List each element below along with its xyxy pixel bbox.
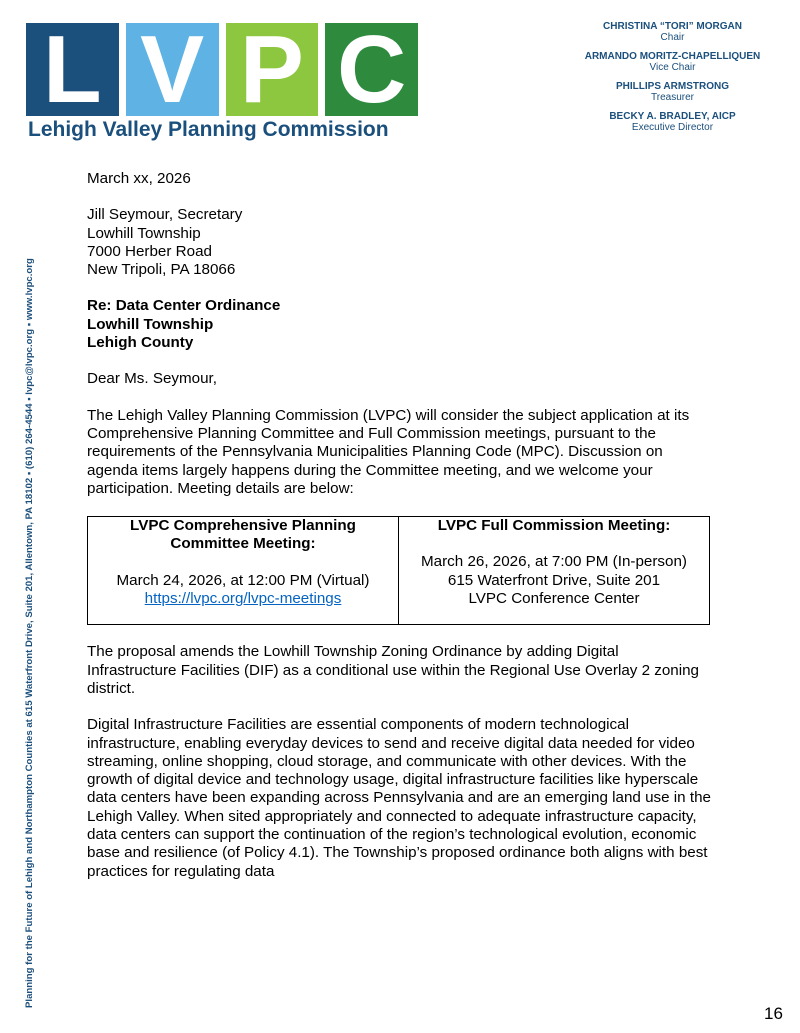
address-line: Lowhill Township bbox=[87, 224, 201, 242]
officer-name: BECKY A. BRADLEY, AICP bbox=[609, 111, 736, 122]
officer-executive-director bbox=[560, 111, 785, 133]
officer-name: PHILLIPS ARMSTRONG bbox=[616, 81, 729, 92]
page-number: 16 bbox=[764, 1004, 783, 1023]
organization-name: Lehigh Valley Planning Commission bbox=[28, 118, 389, 141]
officer-title: Executive Director bbox=[631, 122, 714, 133]
officer-name: CHRISTINA “TORI” MORGAN bbox=[603, 21, 742, 32]
meeting-datetime: March 26, 2026, at 7:00 PM (In-person) bbox=[421, 553, 687, 571]
officer-vice-chair bbox=[560, 51, 785, 73]
officer-title: Vice Chair bbox=[649, 62, 696, 73]
letter-body bbox=[87, 170, 712, 899]
officer-treasurer bbox=[560, 81, 785, 103]
subject-line-item: Lowhill Township bbox=[87, 315, 214, 333]
meeting-datetime: March 24, 2026, at 12:00 PM (Virtual) bbox=[116, 571, 370, 589]
logo-tile-l: L bbox=[26, 23, 119, 116]
meeting-cell-full-commission bbox=[399, 517, 710, 625]
officer-name: ARMANDO MORITZ-CHAPELLIQUEN bbox=[584, 51, 761, 62]
letter-date: March xx, 2026 bbox=[87, 170, 191, 187]
meeting-details-table bbox=[87, 516, 710, 625]
logo-tile-p: P bbox=[226, 23, 319, 116]
address-line: New Tripoli, PA 18066 bbox=[87, 261, 236, 279]
salutation: Dear Ms. Seymour, bbox=[87, 370, 217, 388]
meeting-cell-committee bbox=[88, 517, 399, 625]
meeting-heading: LVPC Comprehensive Planning Committee Meeting: bbox=[130, 517, 356, 553]
logo-tile-c: C bbox=[325, 23, 418, 116]
meetings-link[interactable]: https://lvpc.org/lvpc-meetings bbox=[144, 590, 342, 608]
address-line: Jill Seymour, Secretary bbox=[87, 206, 243, 224]
officer-chair bbox=[560, 21, 785, 43]
logo-tile-v: V bbox=[126, 23, 219, 116]
proposal-paragraph: The proposal amends the Lowhill Township Zoning Ordinance by adding Digital Infrastructure Facilities (DIF) as a conditional use within the Regional Use Overlay 2 zoning district. bbox=[87, 643, 699, 697]
officers-list bbox=[560, 21, 785, 141]
dif-paragraph: Digital Infrastructure Facilities are essential components of modern technological infrastructure, enabling everyday devices to send and receive digital data needed for video streaming, online shopping, cloud storage, and communicate with other devices. With the growth of digital device and technology usage, digital infrastructure facilities like hyperscale data centers have been expanding across Pennsylvania and are an emerging land use in the Lehigh Valley. When sited appropriately and connected to adequate infrastructure capacity, data centers can support the continuation of the region’s technological evolution, economic base and resilience (of Policy 4.1). The Township’s proposed ordinance both aligns with best practices for regulating data bbox=[87, 716, 711, 880]
intro-paragraph: The Lehigh Valley Planning Commission (LVPC) will consider the subject application at its Comprehensive Planning Committee and Full Commission meetings, pursuant to the requirements of the Pennsylvania Municipalities Planning Code (MPC). Discussion on agenda items largely happens during the Committee meeting, and we welcome your participation. Meeting details are below: bbox=[87, 406, 690, 497]
subject-line bbox=[87, 297, 712, 352]
officer-title: Chair bbox=[660, 32, 685, 43]
meeting-heading: LVPC Full Commission Meeting: bbox=[437, 517, 671, 535]
sidebar-contact-text: Planning for the Future of Lehigh and Northampton Counties at 615 Waterfront Drive, Suite 201, Allentown, PA 18102 ▪ (610) 264-4544 ▪ lvpc@lvpc.org ▪ www.lvpc.org bbox=[24, 258, 35, 1008]
subject-line-item: Re: Data Center Ordinance bbox=[87, 297, 281, 315]
subject-line-item: Lehigh County bbox=[87, 334, 194, 352]
recipient-address bbox=[87, 206, 712, 279]
meeting-venue: LVPC Conference Center bbox=[468, 590, 640, 608]
lvpc-logo bbox=[26, 15, 418, 123]
meeting-address: 615 Waterfront Drive, Suite 201 bbox=[447, 571, 661, 589]
address-line: 7000 Herber Road bbox=[87, 242, 212, 260]
officer-title: Treasurer bbox=[651, 92, 694, 103]
